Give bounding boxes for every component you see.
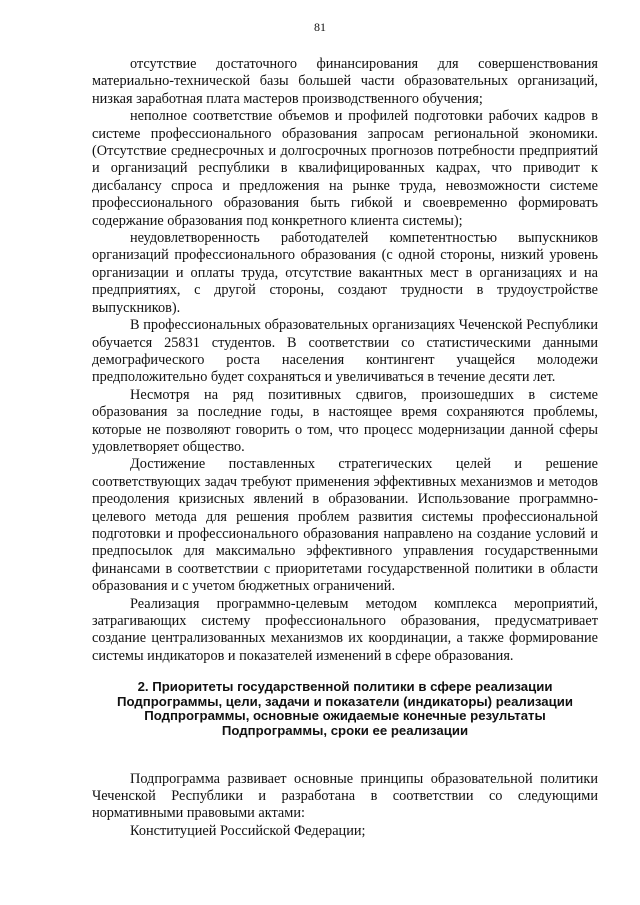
- paragraph-implementation: Реализация программно-целевым методом комплекса мероприятий, затрагивающих систему профессионального образования, предусматривает создание централизованных механизмов их координации, а также формирование системы индикаторов и показателей изменений в сфере образования.: [92, 595, 598, 664]
- section-heading-line: 2. Приоритеты государственной политики в сфере реализации: [137, 679, 553, 695]
- paragraph-constitution: Конституцией Российской Федерации;: [130, 822, 366, 839]
- paragraph-problems: Несмотря на ряд позитивных сдвигов, произошедших в системе образования за последние годы, в настоящее время сохраняются проблемы, которые не позволяют говорить о том, что процесс модернизации данной сферы удовлетворяет общество.: [92, 386, 598, 455]
- paragraph-employers: неудовлетворенность работодателей компетентностью выпускников организаций профессионального образования (с одной стороны, низкий уровень организации и оплаты труда, отсутствие вакантных мест в организациях и на предприятиях, с другой стороны, создают трудности в трудоустройстве выпускников).: [92, 230, 598, 316]
- section-heading: [92, 680, 598, 738]
- paragraph-subprogram: Подпрограмма развивает основные принципы образовательной политики Чеченской Республики и разработана в соответствии со следующими нормативными правовыми актами:: [92, 770, 598, 822]
- paragraph-students: В профессиональных образовательных организациях Чеченской Республики обучается 25831 студентов. В соответствии со статистическими данными демографического роста населения контингент учащейся молодежи предположительно будет сохраняться и увеличиваться в течение десяти лет.: [92, 317, 598, 386]
- document-body: [92, 56, 598, 840]
- page-number: 81: [314, 20, 326, 34]
- section-heading-line: Подпрограммы, сроки ее реализации: [221, 723, 469, 738]
- paragraph-mismatch: неполное соответствие объемов и профилей подготовки рабочих кадров в системе профессионального образования запросам региональной экономики. (Отсутствие среднесрочных и долгосрочных прогнозов потребности предприятий и организаций республики в квалифицированных кадрах, что приводит к дисбалансу спроса и предложения на рынке труда, невозможности системе профессионального образования быть гибкой и своевременно формировать содержание образования под конкретного клиента системы);: [92, 108, 598, 229]
- section-heading-line: Подпрограммы, цели, задачи и показатели (индикаторы) реализации: [117, 693, 573, 709]
- paragraph-funding: отсутствие достаточного финансирования для совершенствования материально-технической базы большей части образовательных организаций, низкая заработная плата мастеров производственного обучения;: [92, 56, 598, 107]
- section-heading-line: Подпрограммы, основные ожидаемые конечные результаты: [144, 708, 546, 724]
- paragraph-goals: Достижение поставленных стратегических целей и решение соответствующих задач требуют применения эффективных механизмов и методов преодоления кризисных явлений в образовании. Использование программно-целевого метода для решения проблем развития системы профессиональной подготовки и профессионального образования направлено на создание условий и предпосылок для максимально эффективного управления государственными финансами в соответствии с приоритетами государственной политики в области образования и с учетом бюджетных ограничений.: [92, 456, 598, 595]
